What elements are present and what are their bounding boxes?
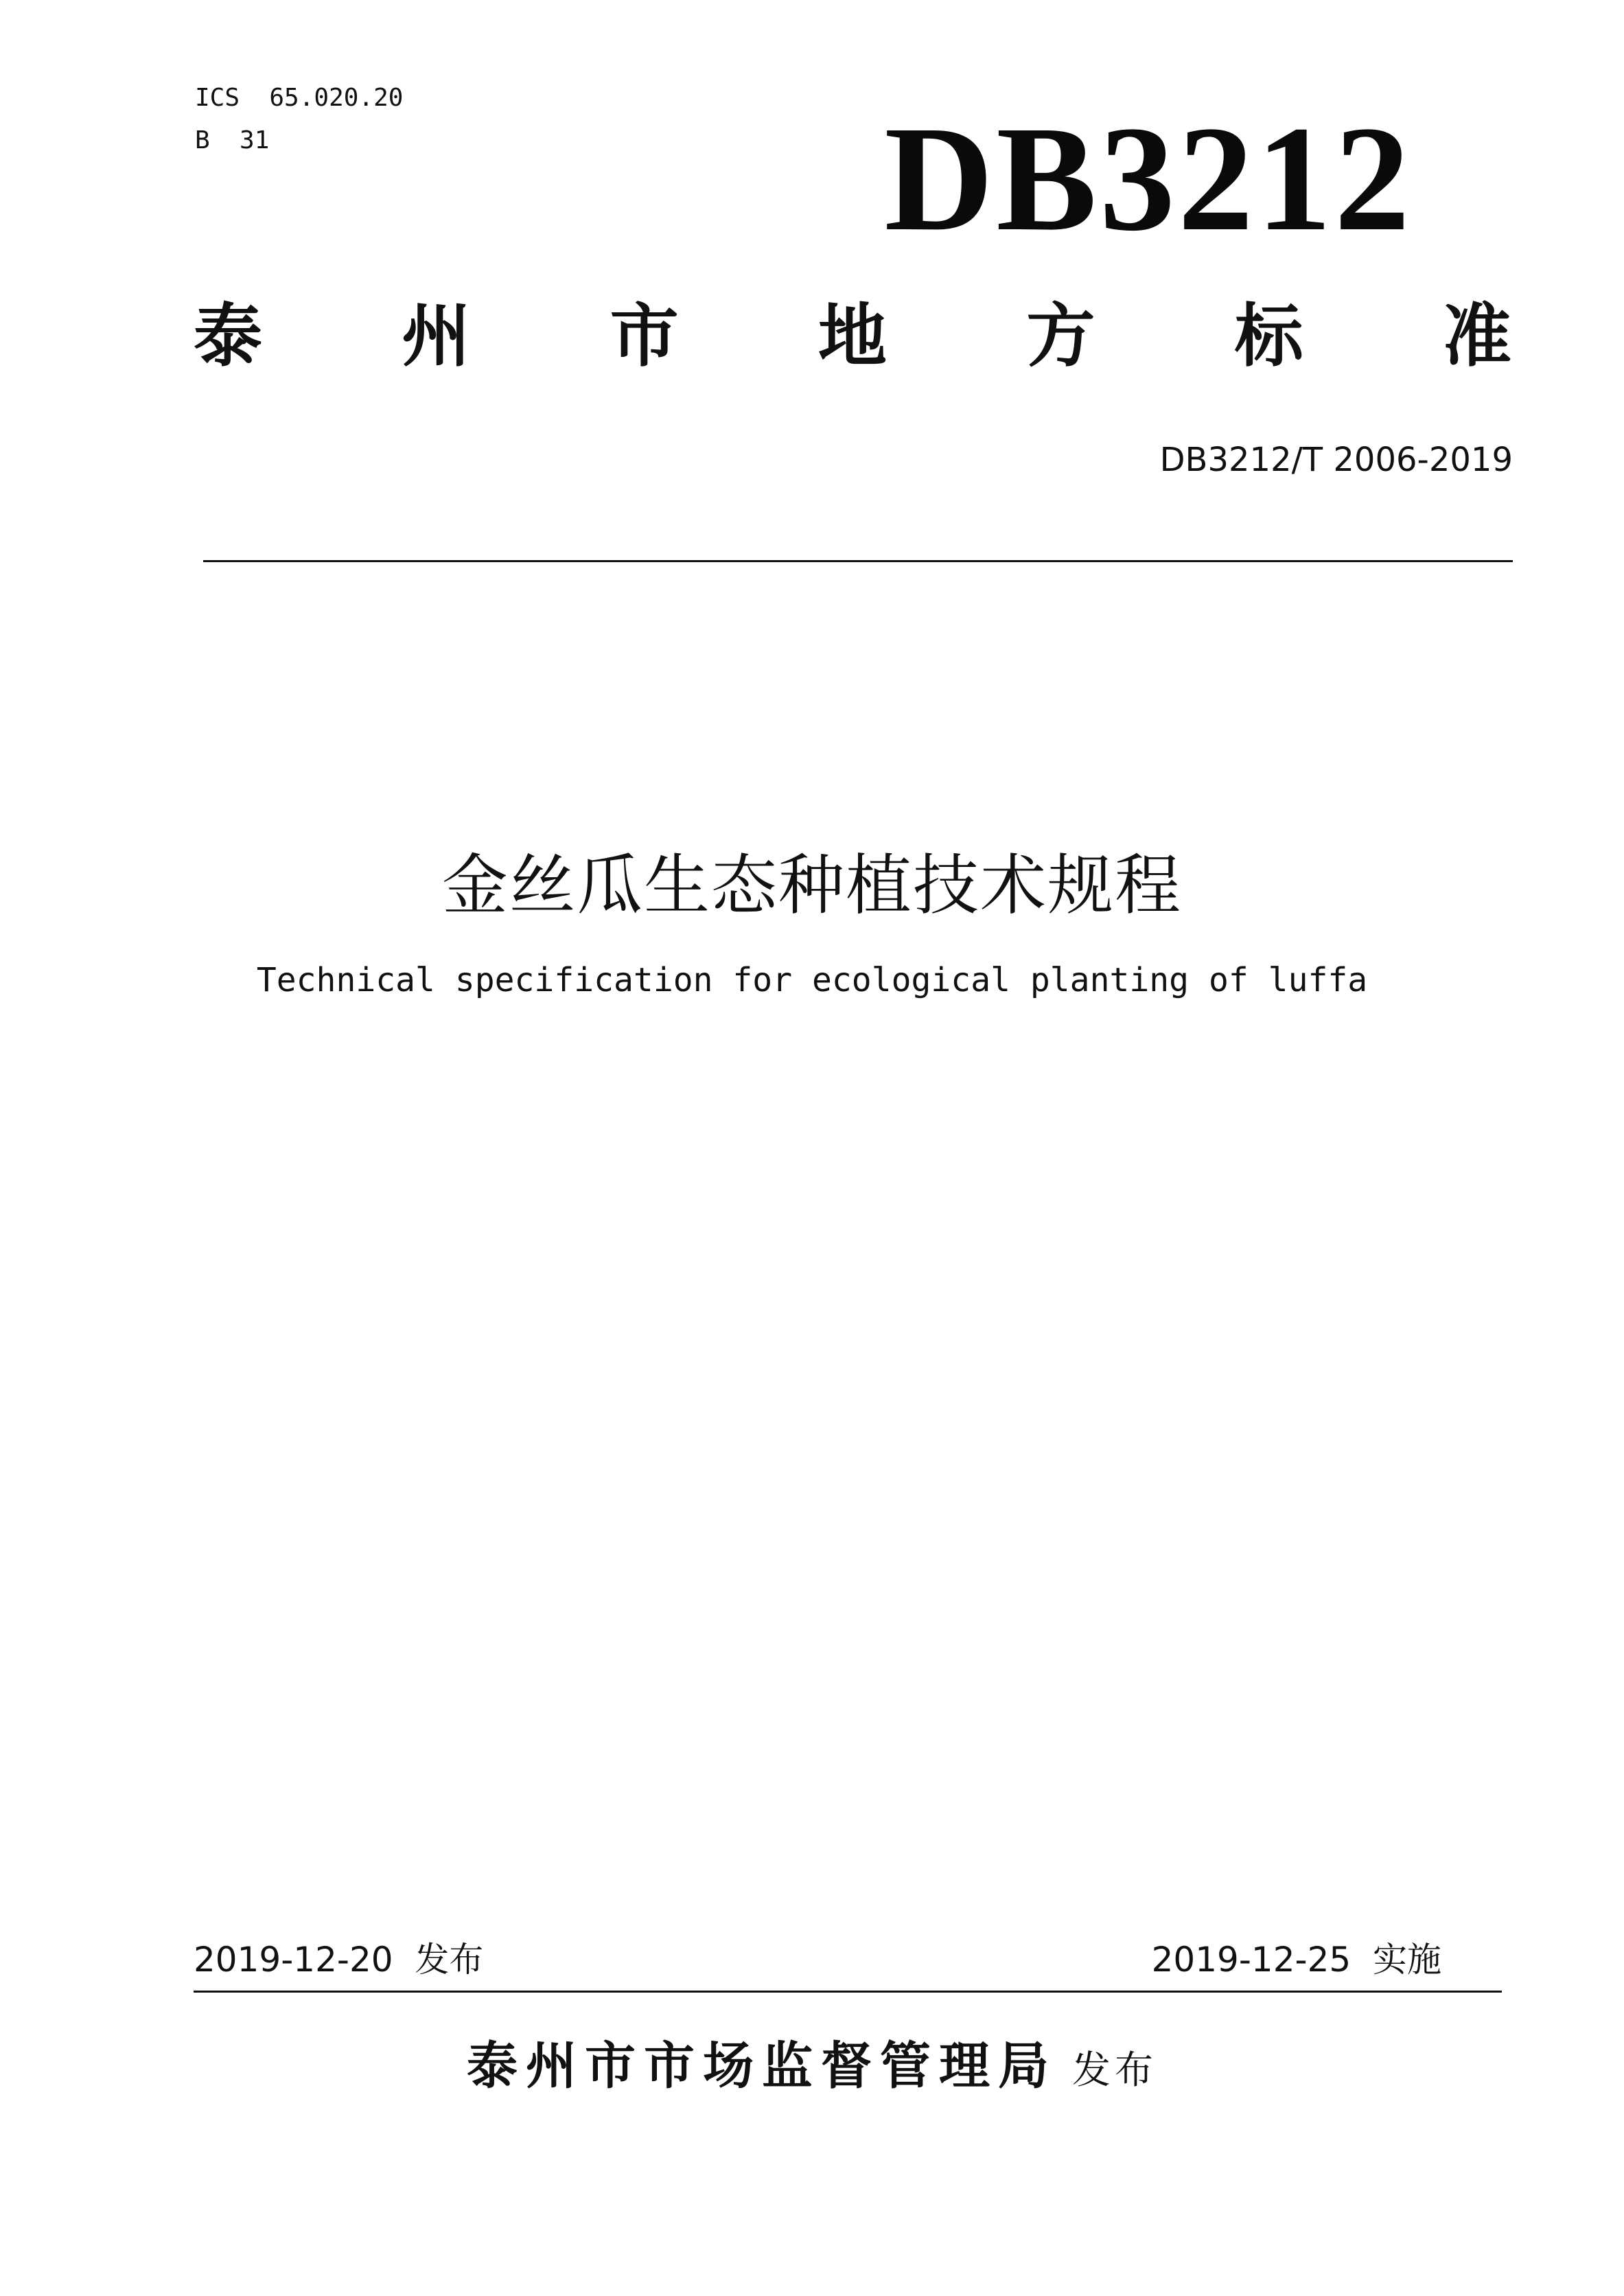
title-english: Technical specification for ecological planting of luffa xyxy=(256,961,1368,999)
standard-type-char: 方 xyxy=(1026,296,1095,376)
standard-type-char: 州 xyxy=(402,296,471,376)
title-chinese: 金丝瓜生态种植技术规程 xyxy=(442,847,1182,924)
issuer-line xyxy=(0,2032,1624,2105)
issuer-suffix: 发布 xyxy=(1072,2048,1157,2093)
issuer-name: 泰州市市场监督管理局 xyxy=(467,2037,1057,2096)
standard-type-char: 准 xyxy=(1442,296,1511,376)
standard-type-char: 泰 xyxy=(194,296,262,376)
db-logo: DB3212 xyxy=(884,95,1413,262)
standard-type-char: 标 xyxy=(1234,296,1303,376)
standard-type-char: 市 xyxy=(610,296,679,376)
ccs-code: B 31 xyxy=(195,126,270,154)
ics-code: ICS 65.020.20 xyxy=(195,84,404,112)
standard-type-heading xyxy=(194,295,1511,378)
publish-date: 2019-12-20 发布 xyxy=(194,1940,484,1980)
standard-number: DB3212/T 2006-2019 xyxy=(1159,441,1513,479)
standard-type-char: 地 xyxy=(817,296,887,376)
bottom-divider xyxy=(194,1991,1502,1993)
implementation-date: 2019-12-25 实施 xyxy=(1151,1940,1441,1980)
top-divider xyxy=(203,560,1513,562)
